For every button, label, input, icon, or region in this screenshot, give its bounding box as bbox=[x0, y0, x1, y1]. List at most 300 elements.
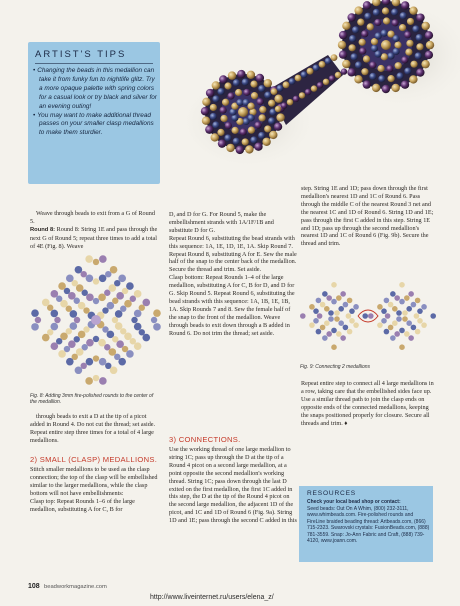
fig8-bead bbox=[86, 275, 94, 283]
photo-bead bbox=[367, 23, 374, 30]
photo-bead bbox=[352, 26, 359, 33]
photo-bead bbox=[274, 123, 282, 131]
fig9-bead bbox=[406, 320, 412, 326]
fig9-bead bbox=[392, 320, 398, 326]
photo-bead bbox=[307, 68, 314, 75]
round8-label: Round 8: bbox=[30, 226, 56, 233]
photo-bead bbox=[233, 79, 240, 86]
photo-bead bbox=[276, 113, 284, 121]
fig8-bead bbox=[51, 323, 59, 331]
photo-bead bbox=[355, 61, 362, 68]
photo-bead bbox=[404, 67, 411, 74]
fig9-bead bbox=[377, 304, 383, 310]
photo-bead bbox=[277, 85, 284, 92]
photo-bead bbox=[392, 35, 399, 42]
photo-bead bbox=[264, 125, 271, 132]
photo-bead bbox=[257, 98, 264, 105]
photo-bead bbox=[274, 95, 282, 103]
fig9-bead bbox=[328, 310, 334, 316]
fig9-caption-text: Fig. 9: Connecting 2 medallions bbox=[300, 364, 371, 370]
photo-bead bbox=[405, 48, 412, 55]
watermark-url: http://www.liveinternet.ru/users/elena_z/ bbox=[150, 594, 274, 601]
fig8-bead bbox=[151, 317, 157, 323]
photo-bead bbox=[421, 22, 429, 30]
fig8-bead bbox=[99, 377, 107, 385]
fig9-bead bbox=[316, 329, 322, 335]
fig9-bead bbox=[399, 282, 405, 288]
fig8-bead bbox=[42, 299, 50, 307]
photo-bead bbox=[386, 65, 393, 72]
fig9-bead bbox=[349, 308, 355, 314]
photo-bead bbox=[269, 131, 277, 139]
photo-bead bbox=[392, 19, 399, 26]
fig9-bead bbox=[324, 320, 330, 326]
fig9-bead bbox=[309, 304, 315, 310]
photo-bead bbox=[319, 61, 326, 68]
fig8-bead bbox=[153, 309, 161, 317]
fig9-bead bbox=[347, 298, 353, 304]
photo-bead bbox=[382, 7, 389, 14]
paragraph: step. String 1E and 1D; pass down through the first medallion's nearest 1D and 1C of Round 6. Pass through the middle C of the nearest Round 3 net and the nearest 1C and 1D of Round 6. String 1D and 1E; pass through the first C added in this step. String 1E and 1D; pass up through the second medallion's nearest 1D and 1C of Round 6 (Fig. 9b). Secure the thread and trim. bbox=[301, 185, 434, 248]
fig8-bead bbox=[74, 317, 80, 323]
photo-bead bbox=[245, 145, 253, 153]
fig9-bead bbox=[336, 331, 342, 337]
paragraph: Repeat entire step three times for a total of 4 large medallions. bbox=[30, 428, 154, 444]
footer-site: beadworkmagazine.com bbox=[44, 584, 107, 590]
fig8-bead bbox=[91, 315, 101, 325]
fig8-bead bbox=[85, 255, 93, 263]
photo-bead bbox=[242, 138, 249, 145]
clasp-top-text: Clasp top: Repeat Rounds 1–6 of the large medallion, substituting A for C, B for bbox=[30, 497, 135, 513]
resources-intro: Check your local bead shop or contact: bbox=[307, 499, 401, 505]
photo-bead bbox=[250, 80, 257, 87]
fig9-bead bbox=[417, 308, 423, 314]
photo-bead bbox=[254, 143, 262, 151]
fig8-bead bbox=[134, 342, 142, 350]
photo-bead bbox=[254, 122, 261, 129]
fig8-bead bbox=[134, 290, 142, 298]
photo-bead bbox=[341, 68, 347, 74]
photo-bead bbox=[351, 53, 358, 60]
photo-bead bbox=[399, 24, 406, 31]
photo-bead bbox=[347, 68, 355, 76]
photo-bead bbox=[407, 18, 414, 25]
fig8-bead bbox=[118, 358, 126, 366]
fig9-bead bbox=[347, 329, 353, 335]
fig9-bead bbox=[394, 331, 400, 337]
fig9-bead bbox=[381, 308, 387, 314]
photo-bead bbox=[425, 31, 433, 39]
fig8-bead bbox=[31, 309, 39, 317]
fig9-bead bbox=[381, 318, 387, 324]
photo-bead bbox=[387, 52, 394, 59]
photo-bead bbox=[359, 39, 366, 46]
photo-bead bbox=[212, 81, 220, 89]
fig9-bead bbox=[324, 306, 330, 312]
fig9-bead bbox=[346, 313, 352, 319]
fig9-bead bbox=[404, 295, 410, 301]
fig9-bead bbox=[338, 306, 344, 312]
fig9-bead bbox=[417, 318, 423, 324]
fig8-bead bbox=[142, 299, 150, 307]
photo-bead bbox=[313, 64, 320, 71]
photo-bead bbox=[268, 117, 275, 124]
fig9-bead bbox=[343, 302, 349, 308]
photo-bead bbox=[287, 99, 293, 105]
fig9-bead bbox=[388, 325, 394, 331]
photo-bead bbox=[361, 30, 368, 37]
photo-bead bbox=[281, 102, 287, 108]
photo-bead bbox=[372, 84, 380, 92]
bracelet-photo bbox=[168, 0, 460, 188]
photo-bead bbox=[361, 68, 368, 75]
photo-bead bbox=[404, 31, 411, 38]
photo-bead bbox=[295, 75, 302, 82]
fig9-bead bbox=[411, 302, 417, 308]
photo-bead bbox=[339, 50, 347, 58]
photo-bead bbox=[395, 62, 402, 69]
photo-bead bbox=[349, 44, 356, 51]
fig9-bead bbox=[320, 302, 326, 308]
fig9-bead bbox=[408, 291, 414, 297]
fig9-bead bbox=[404, 331, 410, 337]
photo-bead bbox=[323, 79, 329, 85]
photo-bead bbox=[378, 75, 385, 82]
photo-bead bbox=[217, 129, 224, 136]
fig9-bead bbox=[414, 313, 420, 319]
photo-bead bbox=[219, 75, 227, 83]
photo-bead bbox=[289, 78, 296, 85]
fig9-bead bbox=[322, 291, 328, 297]
photo-bead bbox=[218, 139, 226, 147]
fig9-bead bbox=[353, 304, 359, 310]
fig9-bead bbox=[336, 295, 342, 301]
fig8-bead bbox=[126, 282, 134, 290]
column1-bottom bbox=[30, 466, 160, 513]
photo-bead bbox=[305, 89, 311, 95]
fig9-bead bbox=[402, 310, 408, 316]
fig8-bead bbox=[75, 366, 83, 374]
fig9-bead bbox=[331, 299, 337, 305]
heading-connections: 3) CONNECTIONS. bbox=[169, 435, 241, 444]
fig8-bead bbox=[35, 317, 41, 323]
photo-bead bbox=[409, 6, 417, 14]
fig9-bead bbox=[326, 295, 332, 301]
fig9-bead bbox=[408, 335, 414, 341]
photo-bead bbox=[317, 82, 323, 88]
photo-bead bbox=[371, 45, 378, 52]
fig9-bead bbox=[368, 313, 374, 319]
photo-bead bbox=[236, 99, 243, 106]
photo-bead bbox=[416, 13, 424, 21]
photo-bead bbox=[222, 99, 229, 106]
photo-bead bbox=[275, 106, 281, 112]
photo-bead bbox=[212, 95, 219, 102]
fig9-bead bbox=[402, 316, 408, 322]
fig9-bead bbox=[406, 306, 412, 312]
paragraph-clasp-top bbox=[30, 498, 160, 514]
fig9-bead bbox=[415, 329, 421, 335]
fig8-bead bbox=[126, 350, 134, 358]
photo-bead bbox=[283, 81, 290, 88]
photo-bead bbox=[206, 89, 214, 97]
fig8-bead bbox=[118, 275, 126, 283]
column2-top bbox=[169, 211, 297, 338]
photo-bead bbox=[219, 107, 226, 114]
fig8-bead bbox=[110, 366, 118, 374]
fig8-bead bbox=[110, 266, 118, 274]
photo-bead bbox=[211, 133, 219, 141]
photo-bead bbox=[347, 13, 355, 21]
photo-bead bbox=[259, 114, 266, 121]
tips-divider bbox=[35, 63, 153, 64]
photo-bead bbox=[210, 113, 217, 120]
photo-bead bbox=[410, 61, 417, 68]
round8-text: Round 8: String 1E and pass through the next G of Round 5; repeat three times to add a total of 4E (Fig. 8). Weave bbox=[30, 225, 158, 250]
photo-bead bbox=[265, 92, 272, 99]
photo-bead bbox=[224, 82, 231, 89]
column2-bottom bbox=[169, 446, 297, 525]
paragraph: Stitch smaller medallions to be used as the clasp connection; the top of the clasp will be embellished similar to the larger medallions, while the clasp bottom will not have embellishments: bbox=[30, 466, 158, 497]
fig8-bead bbox=[99, 275, 107, 283]
photo-bead bbox=[247, 71, 255, 79]
photo-bead bbox=[262, 138, 270, 146]
photo-bead bbox=[325, 58, 332, 65]
fig9-bead bbox=[399, 328, 405, 334]
paragraph: Weave through beads to exit from a G of Round 5. bbox=[30, 210, 155, 225]
fig8-bead bbox=[66, 275, 74, 283]
fig9-bead bbox=[396, 316, 402, 322]
paragraph: Repeat entire step to connect all 4 large medallions in a row, taking care that the embellished sides face up. Use a similar thread path to join the clasp ends on opposite ends of the connected medallions, keeping the snaps positioned properly for closure. Secure all threads and trim. ♦ bbox=[301, 380, 434, 427]
photo-bead bbox=[415, 52, 422, 59]
photo-bead bbox=[381, 30, 388, 37]
fig9-bead bbox=[334, 316, 340, 322]
fig9-bead bbox=[399, 299, 405, 305]
photo-bead bbox=[301, 71, 308, 78]
fig8-bead bbox=[99, 255, 107, 263]
photo-bead bbox=[225, 122, 232, 129]
photo-bead bbox=[338, 41, 346, 49]
photo-bead bbox=[369, 62, 376, 69]
fig9-bead bbox=[343, 325, 349, 331]
fig9-bead bbox=[300, 313, 306, 319]
photo-bead bbox=[377, 65, 384, 72]
tips-title: ARTIST'S TIPS bbox=[35, 49, 127, 60]
photo-bead bbox=[259, 106, 266, 113]
photo-bead bbox=[363, 55, 370, 62]
fig8-bead bbox=[66, 358, 74, 366]
fig9-bead bbox=[385, 313, 391, 319]
photo-bead bbox=[400, 12, 407, 19]
fig9-illustration bbox=[300, 278, 436, 356]
photo-bead bbox=[329, 75, 335, 81]
fig8-bead bbox=[54, 317, 60, 323]
photo-bead bbox=[226, 144, 234, 152]
photo-bead bbox=[242, 118, 249, 125]
column1-top bbox=[30, 210, 160, 251]
photo-bead bbox=[363, 80, 371, 88]
fig8-bead bbox=[93, 355, 99, 361]
resources-list: Seed beads: Out On A Whim, (800) 232-3111, www.whimbeads.com. Fire-polished rounds and FireLine braided beading thread: Artbeads.com, (866) 715-2323. Swarovski crystals: FusionBeads.com, (888) 781-3559. Snap: Jo-Ann Fabric and Craft, (888) 739-4120, www.joann.com. bbox=[307, 505, 430, 544]
fig8-bead bbox=[86, 358, 94, 366]
page-number: 108 bbox=[28, 583, 40, 590]
photo-bead bbox=[293, 96, 299, 102]
photo-bead bbox=[383, 17, 390, 24]
fig9-bead bbox=[313, 308, 319, 314]
photo-bead bbox=[354, 6, 362, 14]
fig9-bead bbox=[430, 313, 436, 319]
photo-bead bbox=[394, 41, 401, 48]
photo-bead bbox=[250, 136, 257, 143]
photo-bead bbox=[237, 70, 245, 78]
fig9-bead bbox=[313, 318, 319, 324]
tips-item: • Changing the beads in this medallion can take it from funky fun to nightlife glitz. Try a more opaque palette with spring colors for a casual look or try black and silver for an evening outing! bbox=[39, 67, 157, 112]
fig9-bead bbox=[390, 335, 396, 341]
fig9-bead bbox=[317, 313, 323, 319]
fig8-bead bbox=[58, 350, 66, 358]
photo-bead bbox=[396, 72, 403, 79]
fig9-bead bbox=[411, 325, 417, 331]
fig9-bead bbox=[394, 295, 400, 301]
photo-bead bbox=[391, 9, 398, 16]
photo-bead bbox=[220, 115, 227, 122]
photo-bead bbox=[339, 31, 347, 39]
fig9-bead bbox=[421, 304, 427, 310]
fig8-bead bbox=[131, 317, 137, 323]
photo-bead bbox=[421, 60, 429, 68]
photo-bead bbox=[401, 56, 408, 63]
paragraph: Repeat Round 6, substituting the bead strands with this sequence: 1A, 1E, 1D, 1E, 1A. Skip Round 7. Repeat Round 8, substituting A for E. Sew the male half of the snap to the center back of the medallion. Secure the thread and trim. Set aside. bbox=[169, 234, 297, 274]
fig9-bead bbox=[338, 320, 344, 326]
paragraph: Use the working thread of one large medallion to string 1C; pass up through the D at the tip of a Round 4 picot on a second large medallion, at a point opposite the second medallion's working thread. String 1C; pass down through the last D exited on the first medallion, the first 1C added in this step, the D at the tip of the Round 4 picot on the second large medallion, the adjacent 1D of the picot, and 1C and 1D of Round 6 (Fig. 9a). String 1D and 1E; pass through the second C added in this bbox=[169, 446, 297, 525]
photo-bead bbox=[251, 92, 258, 99]
fig9-caption bbox=[300, 364, 434, 370]
photo-bead bbox=[242, 78, 249, 85]
fig9-thread-path bbox=[358, 310, 378, 322]
fig9-bead bbox=[334, 310, 340, 316]
photo-bead bbox=[224, 134, 231, 141]
column3-top bbox=[301, 185, 437, 248]
photo-bead bbox=[425, 51, 433, 59]
fig9-bead bbox=[331, 282, 337, 288]
photo-bead bbox=[311, 85, 317, 91]
fig9-bead bbox=[399, 344, 405, 350]
photo-bead bbox=[238, 107, 248, 117]
photo-bead bbox=[210, 104, 217, 111]
photo-bead bbox=[240, 128, 247, 135]
heading-small-medallions: 2) SMALL (CLASP) MEDALLIONS. bbox=[30, 455, 158, 464]
fig9-bead bbox=[340, 291, 346, 297]
photo-bead bbox=[375, 32, 382, 39]
fig8-bead bbox=[58, 282, 66, 290]
fig8-caption-text: Fig. 8: Adding 3mm fire-polished rounds to the center of the medallion. bbox=[30, 393, 154, 405]
photo-bead bbox=[201, 107, 209, 115]
photo-bead bbox=[364, 13, 371, 20]
photo-bead bbox=[243, 89, 250, 96]
fig9-bead bbox=[384, 298, 390, 304]
column3-mid bbox=[301, 380, 435, 427]
fig9-bead bbox=[388, 302, 394, 308]
photo-bead bbox=[258, 85, 265, 92]
photo-bead bbox=[212, 121, 219, 128]
photo-bead bbox=[359, 47, 366, 54]
fig9-bead bbox=[340, 335, 346, 341]
fig9-bead bbox=[421, 322, 427, 328]
photo-bead bbox=[382, 85, 390, 93]
fig8-bead bbox=[99, 358, 107, 366]
photo-bead bbox=[235, 89, 242, 96]
photo-bead bbox=[248, 127, 255, 134]
paragraph: through beads to exit a D at the tip of a picot added in Round 4. Do not cut the thread; set aside. bbox=[30, 413, 156, 428]
paragraph: D, and D for G. For Round 5, make the embellishment strands with 1A/1F/1B and substitute D for G. bbox=[169, 211, 274, 234]
fig8-bead bbox=[85, 377, 93, 385]
fig8-bead bbox=[134, 310, 142, 318]
photo-bead bbox=[391, 84, 399, 92]
photo-bead bbox=[342, 60, 350, 68]
photo-bead bbox=[374, 19, 381, 26]
photo-bead bbox=[369, 73, 376, 80]
photo-bead bbox=[342, 22, 350, 30]
photo-bead bbox=[205, 125, 213, 133]
fig8-bead bbox=[93, 298, 99, 304]
fig9-bead bbox=[353, 322, 359, 328]
photo-bead bbox=[426, 41, 434, 49]
fig8-bead bbox=[93, 278, 99, 284]
photo-bead bbox=[335, 72, 341, 78]
fig9-bead bbox=[384, 329, 390, 335]
photo-bead bbox=[401, 80, 409, 88]
fig9-bead bbox=[328, 316, 334, 322]
photo-bead bbox=[236, 146, 244, 154]
photo-bead bbox=[228, 71, 236, 79]
fig9-bead bbox=[326, 331, 332, 337]
fig9-bead bbox=[322, 335, 328, 341]
fig9-bead bbox=[320, 325, 326, 331]
photo-bead bbox=[416, 34, 423, 41]
photo-bead bbox=[388, 75, 395, 82]
fig9-bead bbox=[349, 318, 355, 324]
paragraph-round8 bbox=[30, 226, 160, 251]
photo-bead bbox=[349, 35, 356, 42]
column1-mid bbox=[30, 413, 160, 445]
fig8-bead bbox=[153, 323, 161, 331]
photo-bead bbox=[202, 98, 210, 106]
photo-bead bbox=[373, 9, 380, 16]
fig8-bead bbox=[75, 266, 83, 274]
fig9-bead bbox=[377, 322, 383, 328]
photo-bead bbox=[409, 75, 417, 83]
photo-bead bbox=[416, 68, 424, 76]
tips-list bbox=[33, 67, 157, 138]
fig9-bead bbox=[316, 298, 322, 304]
photo-bead bbox=[256, 74, 264, 82]
photo-bead bbox=[363, 1, 371, 9]
fig8-bead bbox=[51, 290, 59, 298]
photo-bead bbox=[271, 88, 278, 95]
fig9-bead bbox=[331, 344, 337, 350]
photo-bead bbox=[401, 1, 409, 9]
resources-body bbox=[307, 499, 431, 545]
fig9-bead bbox=[362, 313, 368, 319]
photo-bead bbox=[268, 100, 275, 107]
fig9-bead bbox=[390, 291, 396, 297]
photo-bead bbox=[217, 88, 224, 95]
fig8-caption bbox=[30, 393, 160, 405]
fig8-illustration bbox=[30, 250, 162, 390]
photo-bead bbox=[354, 75, 362, 83]
photo-bead bbox=[412, 25, 419, 32]
photo-bead bbox=[202, 116, 210, 124]
